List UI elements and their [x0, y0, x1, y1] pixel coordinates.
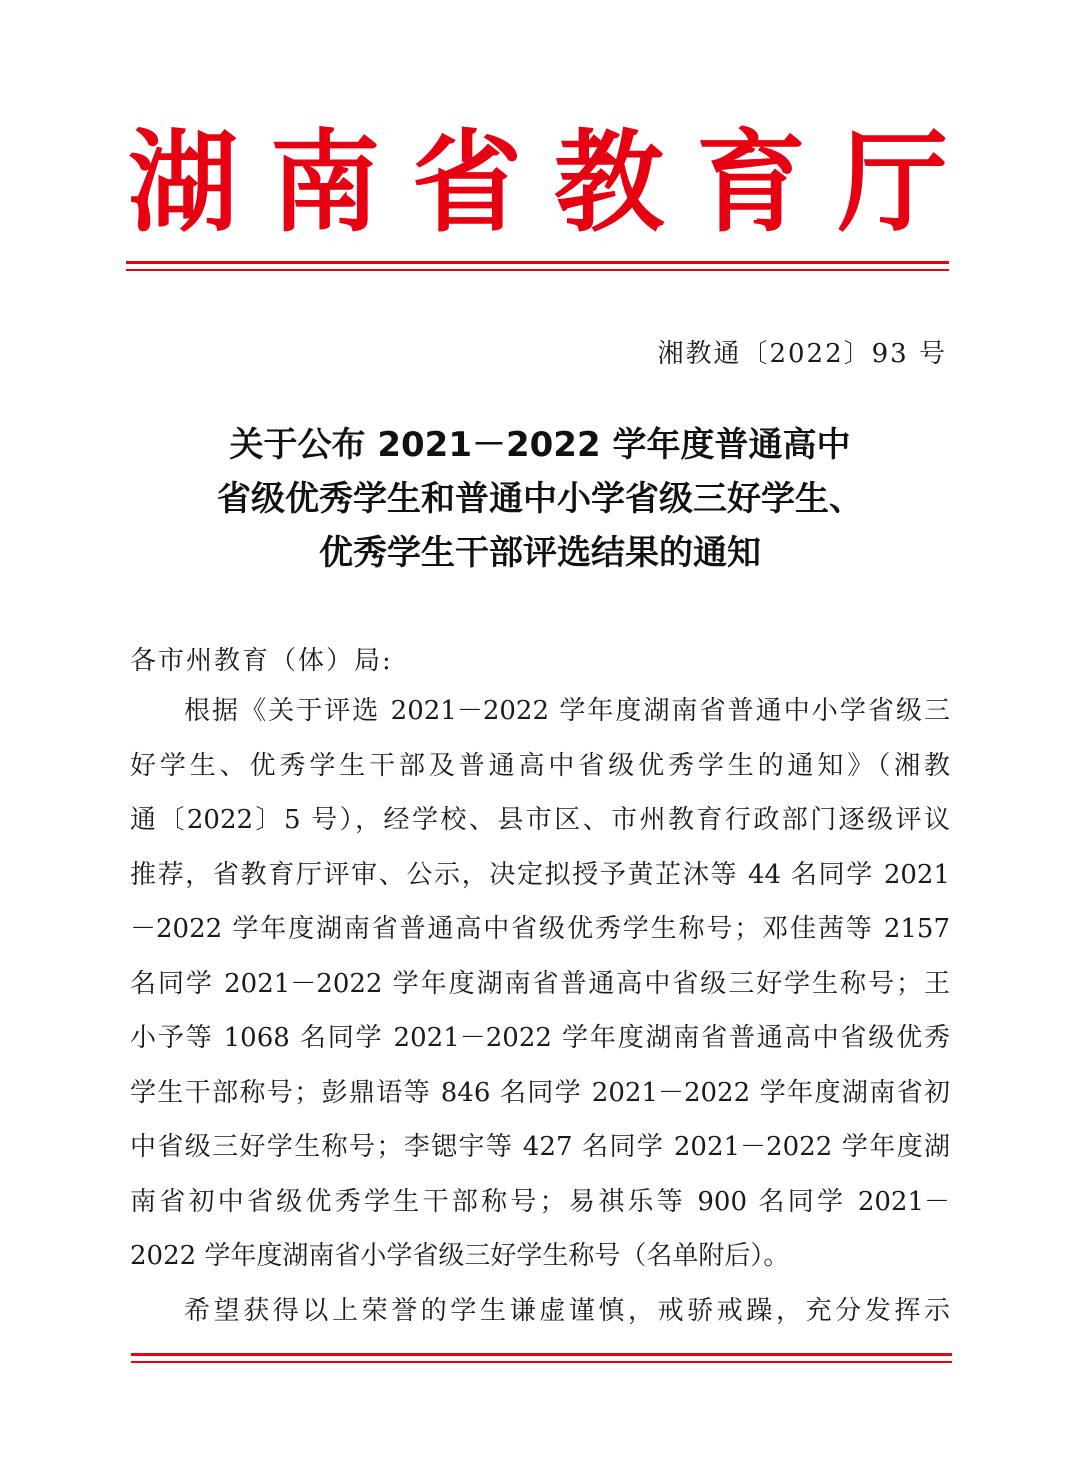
footer-rule-top [131, 1353, 952, 1356]
body-line: 希望获得以上荣誉的学生谦虚谨慎，戒骄戒躁，充分发挥示 [184, 1295, 950, 1326]
body-line: 根据《关于评选 2021－2022 学年度湖南省普通中小学省级三 [184, 696, 950, 726]
header-rule-top [126, 261, 949, 264]
body-line: 小予等 1068 名同学 2021－2022 学年度湖南省普通高中省级优秀 [130, 1023, 950, 1053]
body-line: 中省级三好学生称号；李锶宇等 427 名同学 2021－2022 学年度湖 [130, 1132, 950, 1162]
masthead-char: 育 [696, 118, 806, 247]
header-rule-bottom [126, 269, 949, 271]
salutation: 各市州教育（体）局: [130, 646, 393, 676]
masthead-char: 教 [554, 118, 664, 247]
body-line: 名同学 2021－2022 学年度湖南省普通高中省级三好学生称号；王 [130, 968, 950, 999]
body-line: 2022 学年度湖南省小学省级三好学生称号（名单附后）。 [130, 1241, 790, 1271]
document-number: 湘教通〔2022〕93 号 [657, 339, 947, 369]
title-line: 优秀学生干部评选结果的通知 [319, 533, 761, 573]
body-line: 推荐，省教育厅评审、公示，决定拟授予黄芷沐等 44 名同学 2021 [130, 859, 950, 890]
body-line: 好学生、优秀学生干部及普通高中省级优秀学生的通知》（湘教 [130, 750, 950, 781]
footer-rule-bottom [131, 1361, 952, 1363]
body-line: 南省初中省级优秀学生干部称号；易祺乐等 900 名同学 2021－ [130, 1186, 950, 1217]
letter-body [130, 684, 950, 1338]
body-line: 学生干部称号；彭鼎语等 846 名同学 2021－2022 学年度湖南省初 [130, 1077, 950, 1108]
title-line: 省级优秀学生和普通中小学省级三好学生、 [217, 479, 863, 519]
masthead-char: 湖 [128, 118, 238, 247]
masthead-title [128, 120, 948, 245]
body-line: －2022 学年度湖南省普通高中省级优秀学生称号；邓佳茜等 2157 [130, 914, 950, 944]
masthead-char: 省 [412, 118, 522, 247]
body-line: 通〔2022〕5 号），经学校、县市区、市州教育行政部门逐级评议 [130, 805, 950, 835]
masthead-char: 厅 [838, 118, 948, 247]
title-line: 关于公布 2021－2022 学年度普通高中 [229, 425, 851, 465]
masthead-char: 南 [270, 118, 380, 247]
document-title [100, 418, 980, 580]
